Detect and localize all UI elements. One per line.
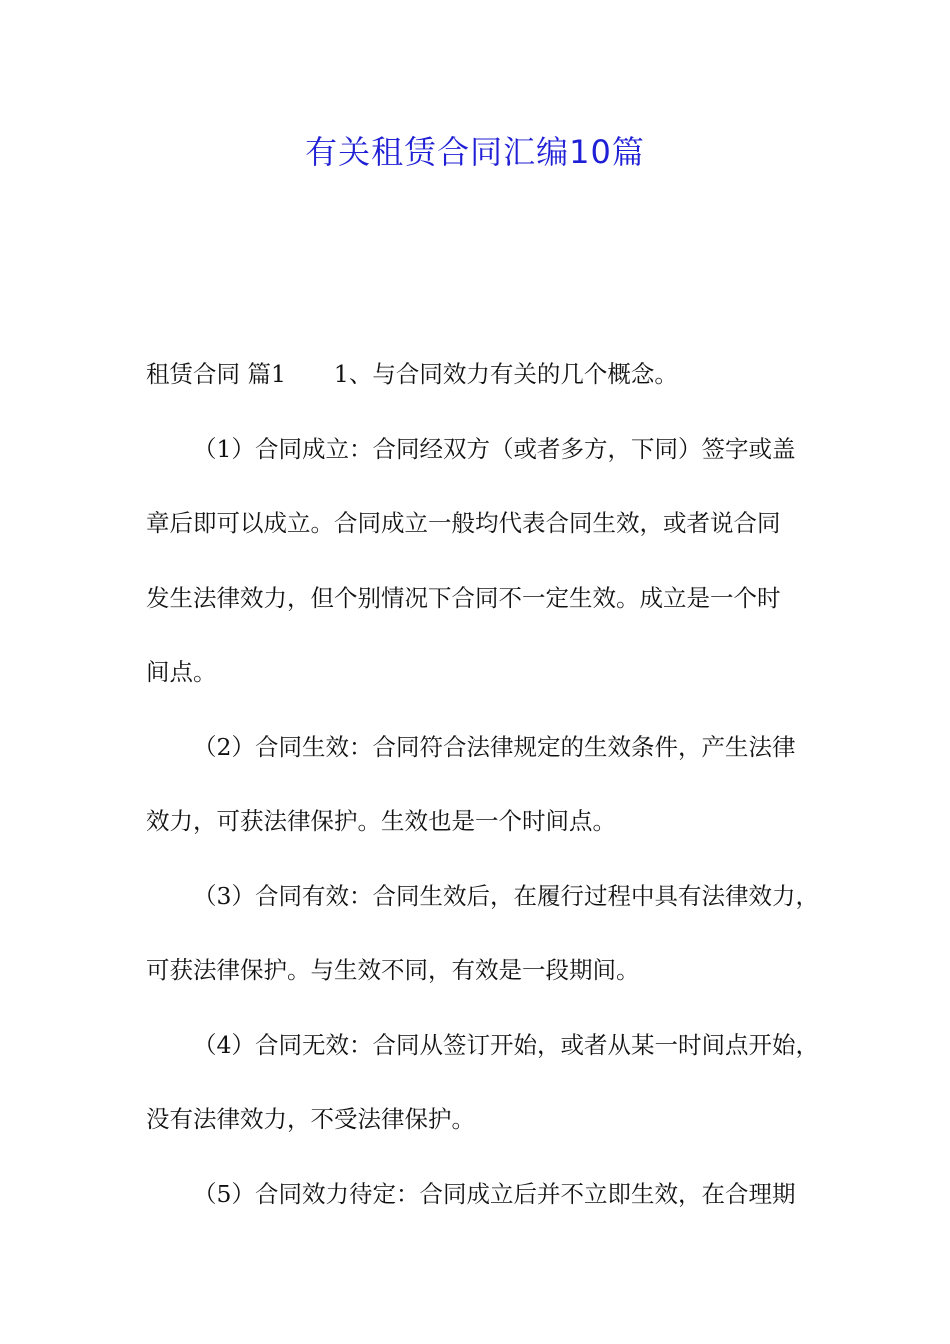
paragraph-line: （5）合同效力待定：合同成立后并不立即生效，在合理期 <box>193 1179 796 1208</box>
paragraph-line: 没有法律效力，不受法律保护。 <box>146 1105 475 1133</box>
section-intro: 1、与合同效力有关的几个概念。 <box>333 360 678 388</box>
section-heading-line <box>146 337 814 412</box>
section-label: 租赁合同 篇1 <box>146 360 286 388</box>
document-body <box>146 337 819 1231</box>
paragraph-line: 章后即可以成立。合同成立一般均代表合同生效，或者说合同 <box>146 509 781 537</box>
paragraph-line: 间点。 <box>146 658 217 686</box>
paragraph-line: 发生法律效力，但个别情况下合同不一定生效。成立是一个时 <box>146 583 781 612</box>
paragraph-line: （3）合同有效：合同生效后，在履行过程中具有法律效力， <box>193 881 819 910</box>
paragraph-line: （1）合同成立：合同经双方（或者多方，下同）签字或盖 <box>193 434 796 463</box>
paragraph-line: （2）合同生效：合同符合法律规定的生效条件，产生法律 <box>193 732 796 761</box>
document-title: 有关租赁合同汇编10篇 <box>305 133 645 171</box>
paragraph-line: 效力，可获法律保护。生效也是一个时间点。 <box>146 807 616 835</box>
paragraph-line: （4）合同无效：合同从签订开始，或者从某一时间点开始， <box>193 1030 819 1059</box>
paragraph-line: 可获法律保护。与生效不同，有效是一段期间。 <box>146 956 640 984</box>
